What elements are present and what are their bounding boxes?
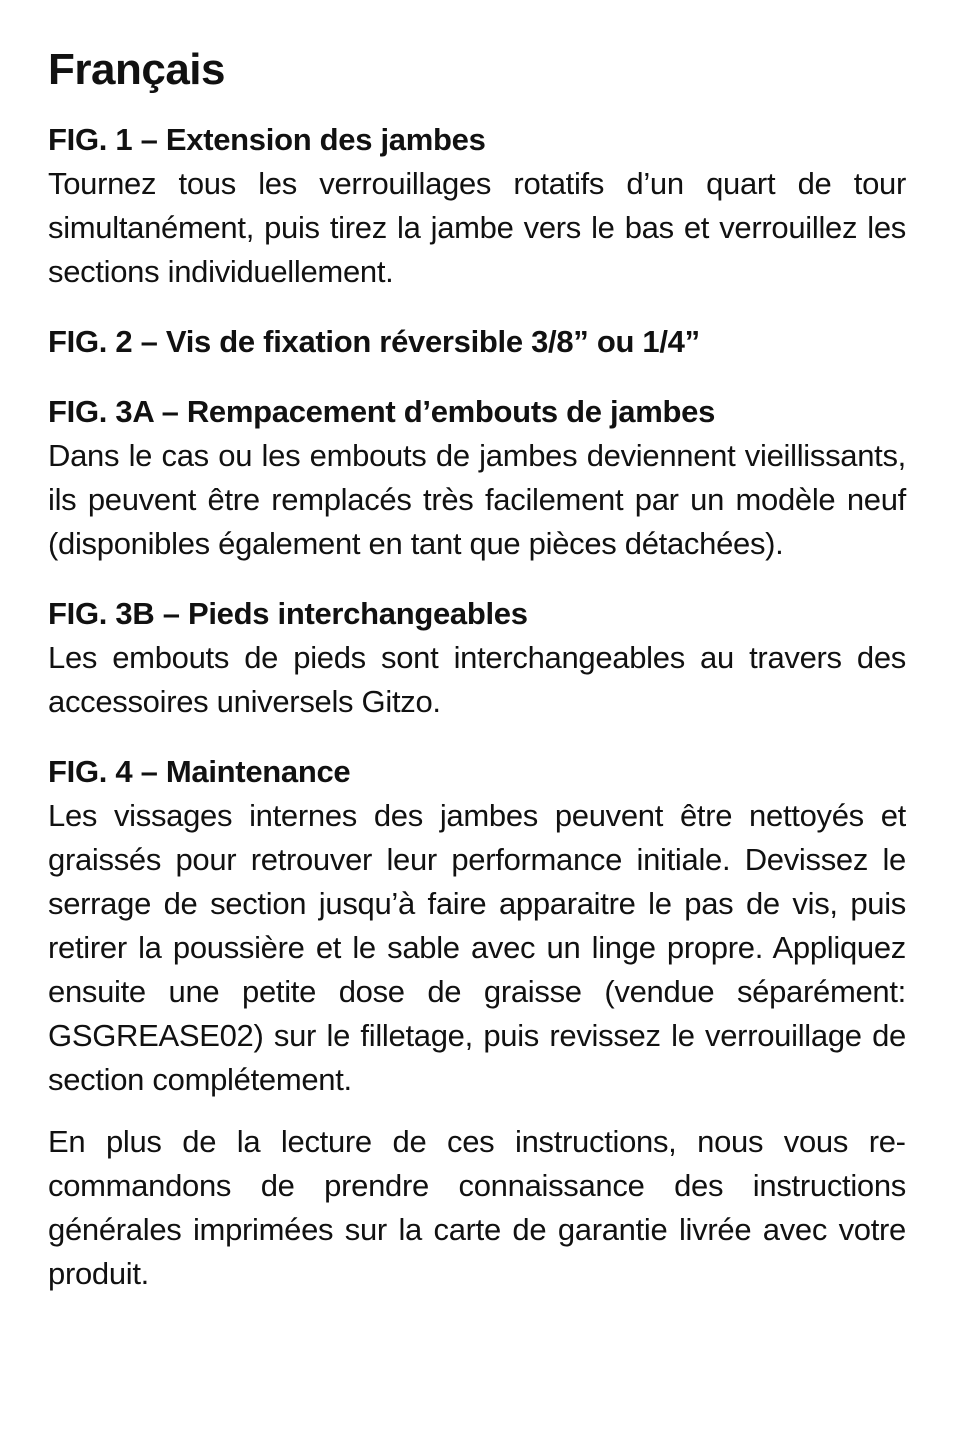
section-fig-3a — [48, 390, 906, 566]
section-body: Dans le cas ou les embouts de jambes deviennent vieillissants, ils peuvent être remplacés très facilement par un modèle neuf (disponibles également en tant que pièces détachées). — [48, 438, 906, 561]
section-fig-4 — [48, 750, 906, 1102]
section-heading: FIG. 3B – Pieds interchangeables — [48, 596, 528, 631]
section-heading: FIG. 4 – Maintenance — [48, 754, 351, 789]
section-body: Tournez tous les verrouillages rotatifs d’un quart de tour simultanément, puis tirez la jambe vers le bas et verrouillez les sections individuellement. — [48, 166, 906, 289]
section-fig-1 — [48, 118, 906, 294]
section-heading: FIG. 2 – Vis de fixation réversible 3/8” ou 1/4” — [48, 324, 700, 359]
page-title: Français — [48, 45, 225, 94]
section-body: Les embouts de pieds sont interchangeables au travers des accessoires universels Gitzo. — [48, 640, 906, 719]
section-body: Les vissages internes des jambes peuvent être nettoyés et graissés pour retrouver leur performance initiale. Devissez le serrage de section jusqu’à faire apparaitre le pas de vis, puis retirer la poussière et le sable avec un linge propre. Appliquez ensuite une petite dose de graisse (vendue séparément: GSGREASE02) sur le filletage, puis revissez le verrouillage de section complétement. — [48, 798, 906, 1097]
document-page — [48, 40, 906, 1296]
section-fig-2 — [48, 320, 906, 364]
closing-paragraph: En plus de la lecture de ces instructions, nous vous recommandons de prendre connaissance des instructions générales imprimées sur la carte de garantie livrée avec votre produit. — [48, 1124, 906, 1291]
section-fig-3b — [48, 592, 906, 724]
section-heading: FIG. 3A – Rempacement d’embouts de jambes — [48, 394, 716, 429]
section-heading: FIG. 1 – Extension des jambes — [48, 122, 486, 157]
